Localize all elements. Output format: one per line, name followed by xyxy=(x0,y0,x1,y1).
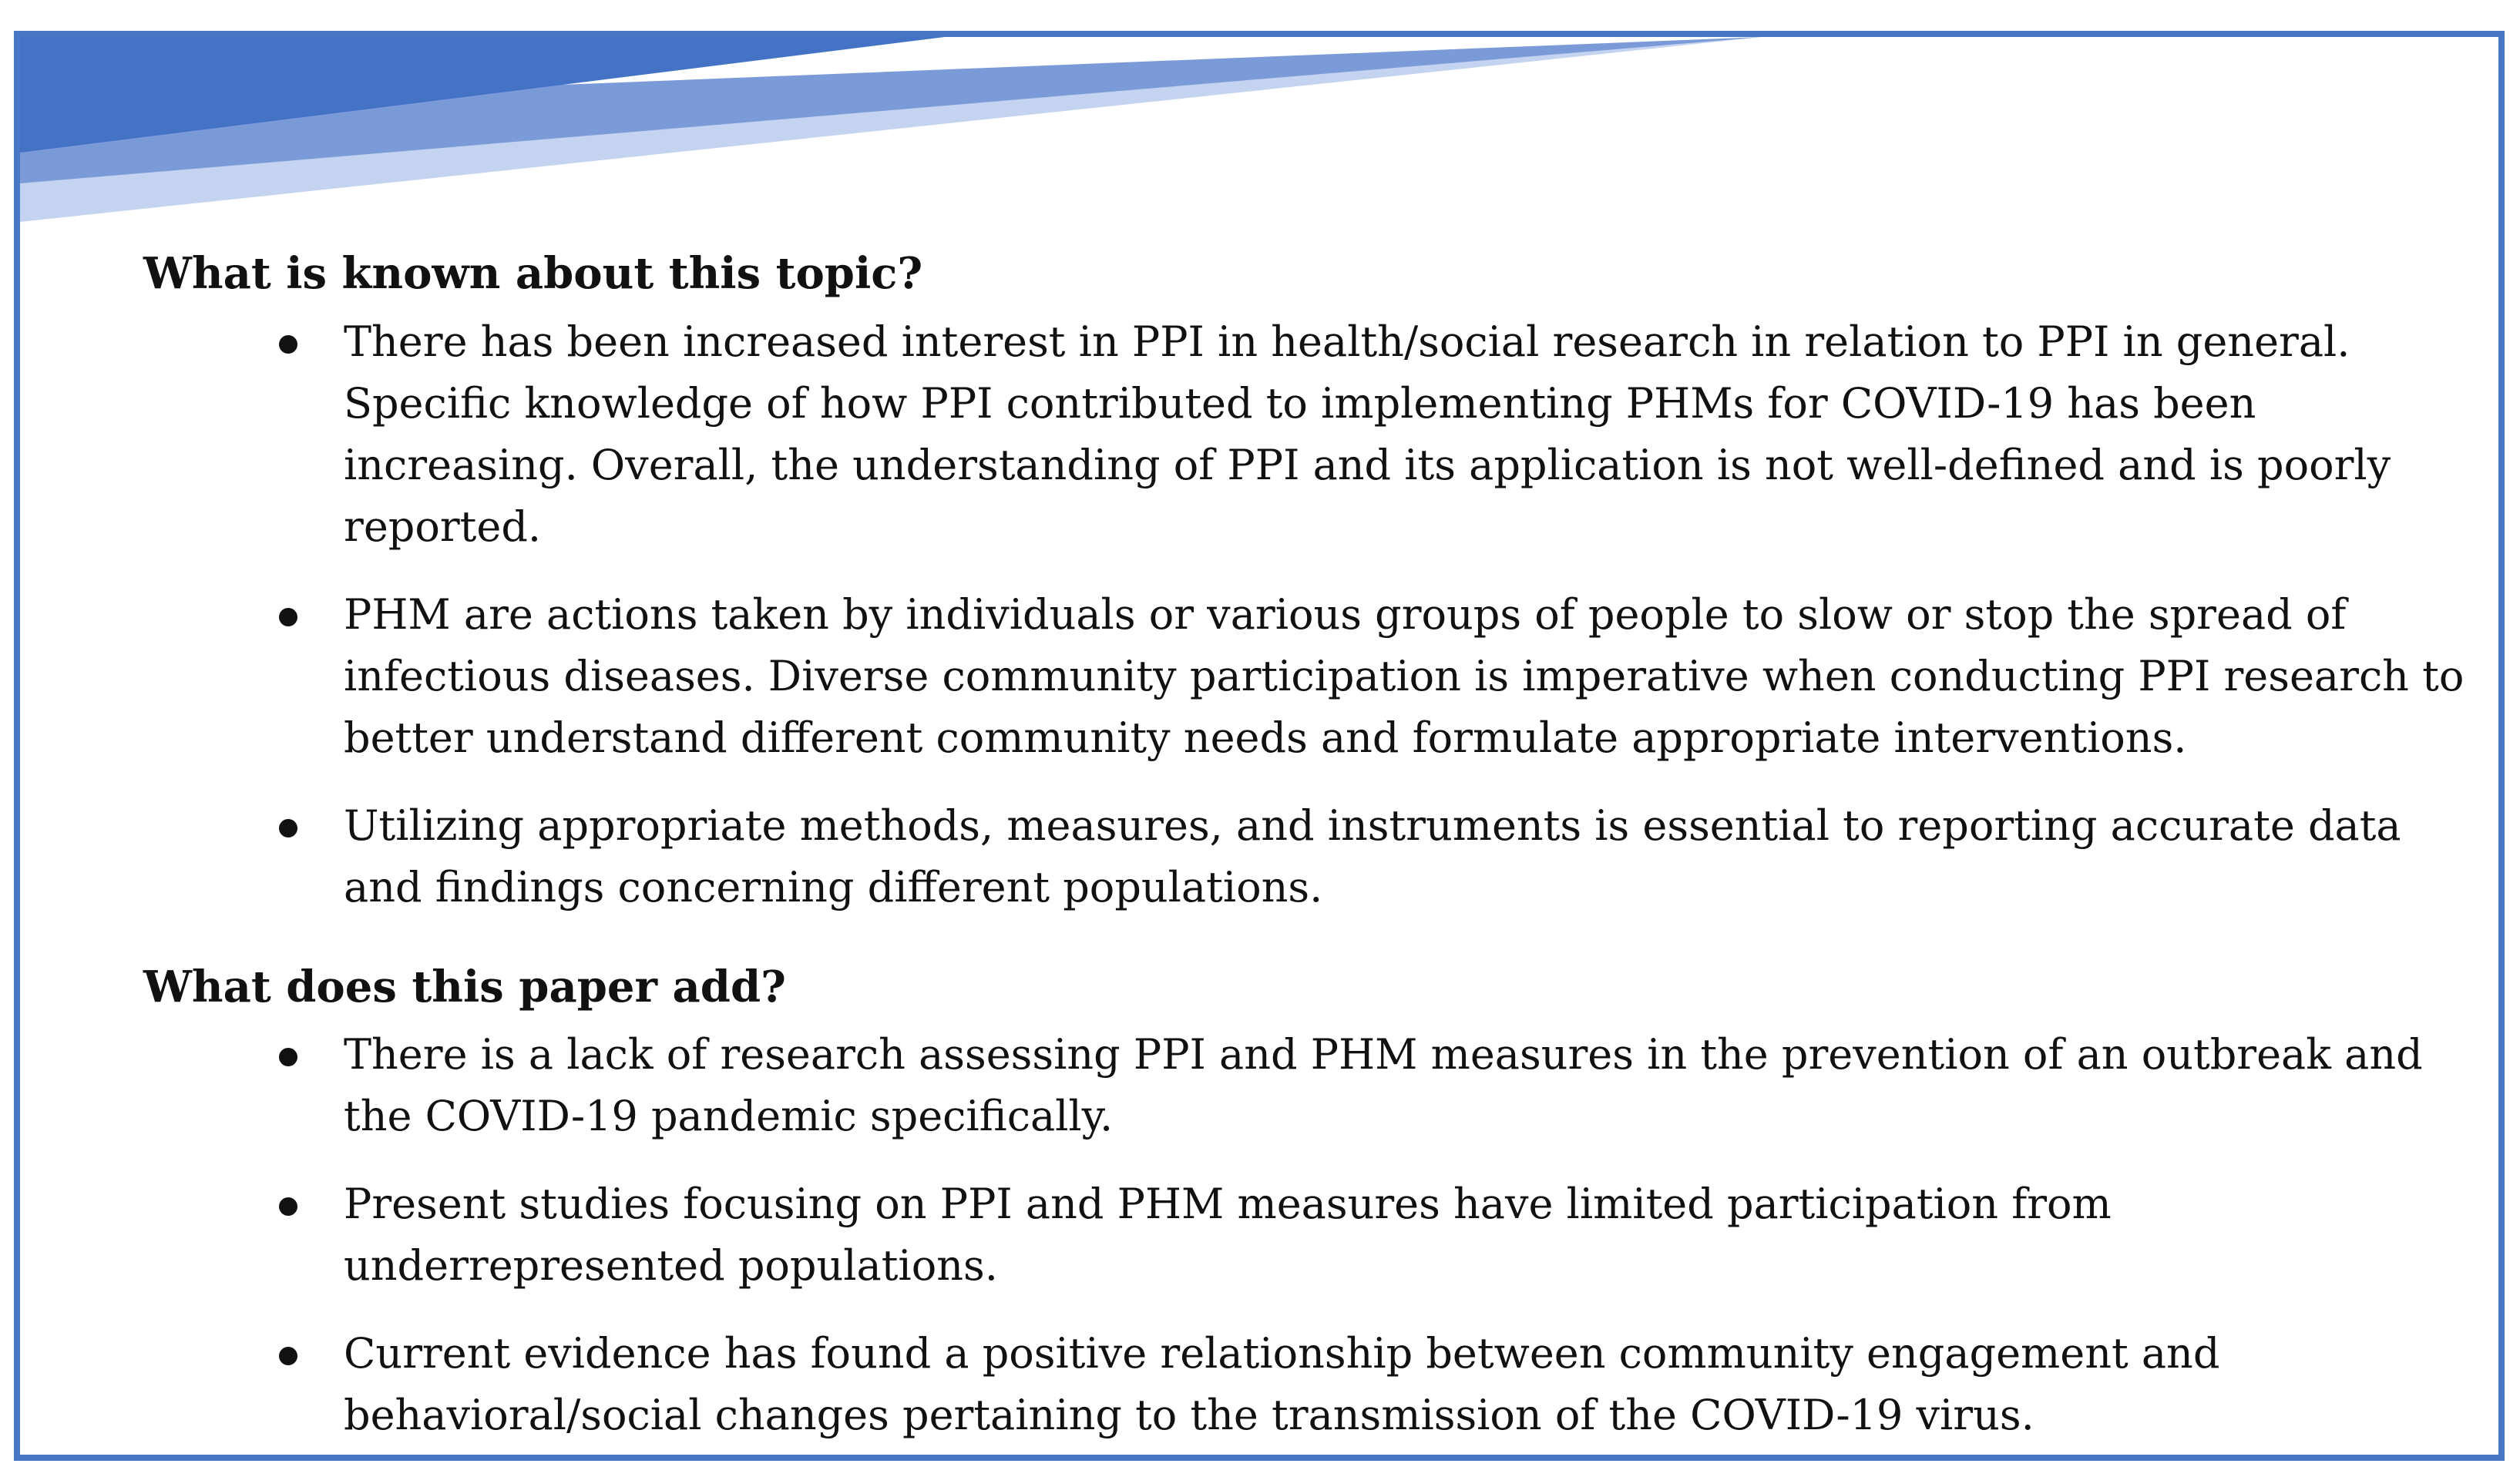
summary-box xyxy=(14,31,2505,1461)
list-item xyxy=(143,1323,2471,1446)
paper-adds-bullet-list xyxy=(143,1024,2471,1446)
list-item xyxy=(143,795,2471,918)
bullet-icon xyxy=(279,608,297,626)
known-topic-heading: What is known about this topic? xyxy=(143,248,923,299)
list-item xyxy=(143,311,2471,558)
bullet-icon xyxy=(279,1197,297,1216)
known-topic-bullet-list xyxy=(143,311,2471,918)
list-item xyxy=(143,584,2471,769)
bullet-icon xyxy=(279,1048,297,1066)
bullet-text: Current evidence has found a positive relationship between community engagement and behavioral/social changes pertaining to the transmission of the COVID-19 virus. xyxy=(344,1329,2220,1440)
bullet-text: PHM are actions taken by individuals or various groups of people to slow or stop the spread of infectious diseases. Diverse community participation is imperative when conducting PPI research to better understand different community needs and formulate appropriate interventions. xyxy=(344,589,2465,762)
summary-content xyxy=(143,245,2471,1461)
header-banner-decoration xyxy=(20,37,1793,222)
bullet-icon xyxy=(279,819,297,838)
bullet-icon xyxy=(279,335,297,354)
bullet-icon xyxy=(279,1347,297,1365)
bullet-text: Utilizing appropriate methods, measures, and instruments is essential to reporting accurate data and findings concerning different populations. xyxy=(344,801,2401,911)
list-item xyxy=(143,1173,2471,1297)
known-topic-section xyxy=(143,245,2471,918)
paper-adds-heading: What does this paper add? xyxy=(143,961,786,1012)
bullet-text: There has been increased interest in PPI in health/social research in relation to PPI in general. Specific knowledge of how PPI contributed to implementing PHMs for COVID-19 has been increasing. Overall, the understanding of PPI and its application is not well-defined and is poorly reported. xyxy=(344,317,2391,551)
paper-adds-section xyxy=(143,958,2471,1447)
bullet-text: There is a lack of research assessing PPI and PHM measures in the prevention of an outbreak and the COVID-19 pandemic specifically. xyxy=(344,1030,2423,1141)
list-item xyxy=(143,1024,2471,1147)
bullet-text: Present studies focusing on PPI and PHM measures have limited participation from underrepresented populations. xyxy=(344,1180,2112,1291)
